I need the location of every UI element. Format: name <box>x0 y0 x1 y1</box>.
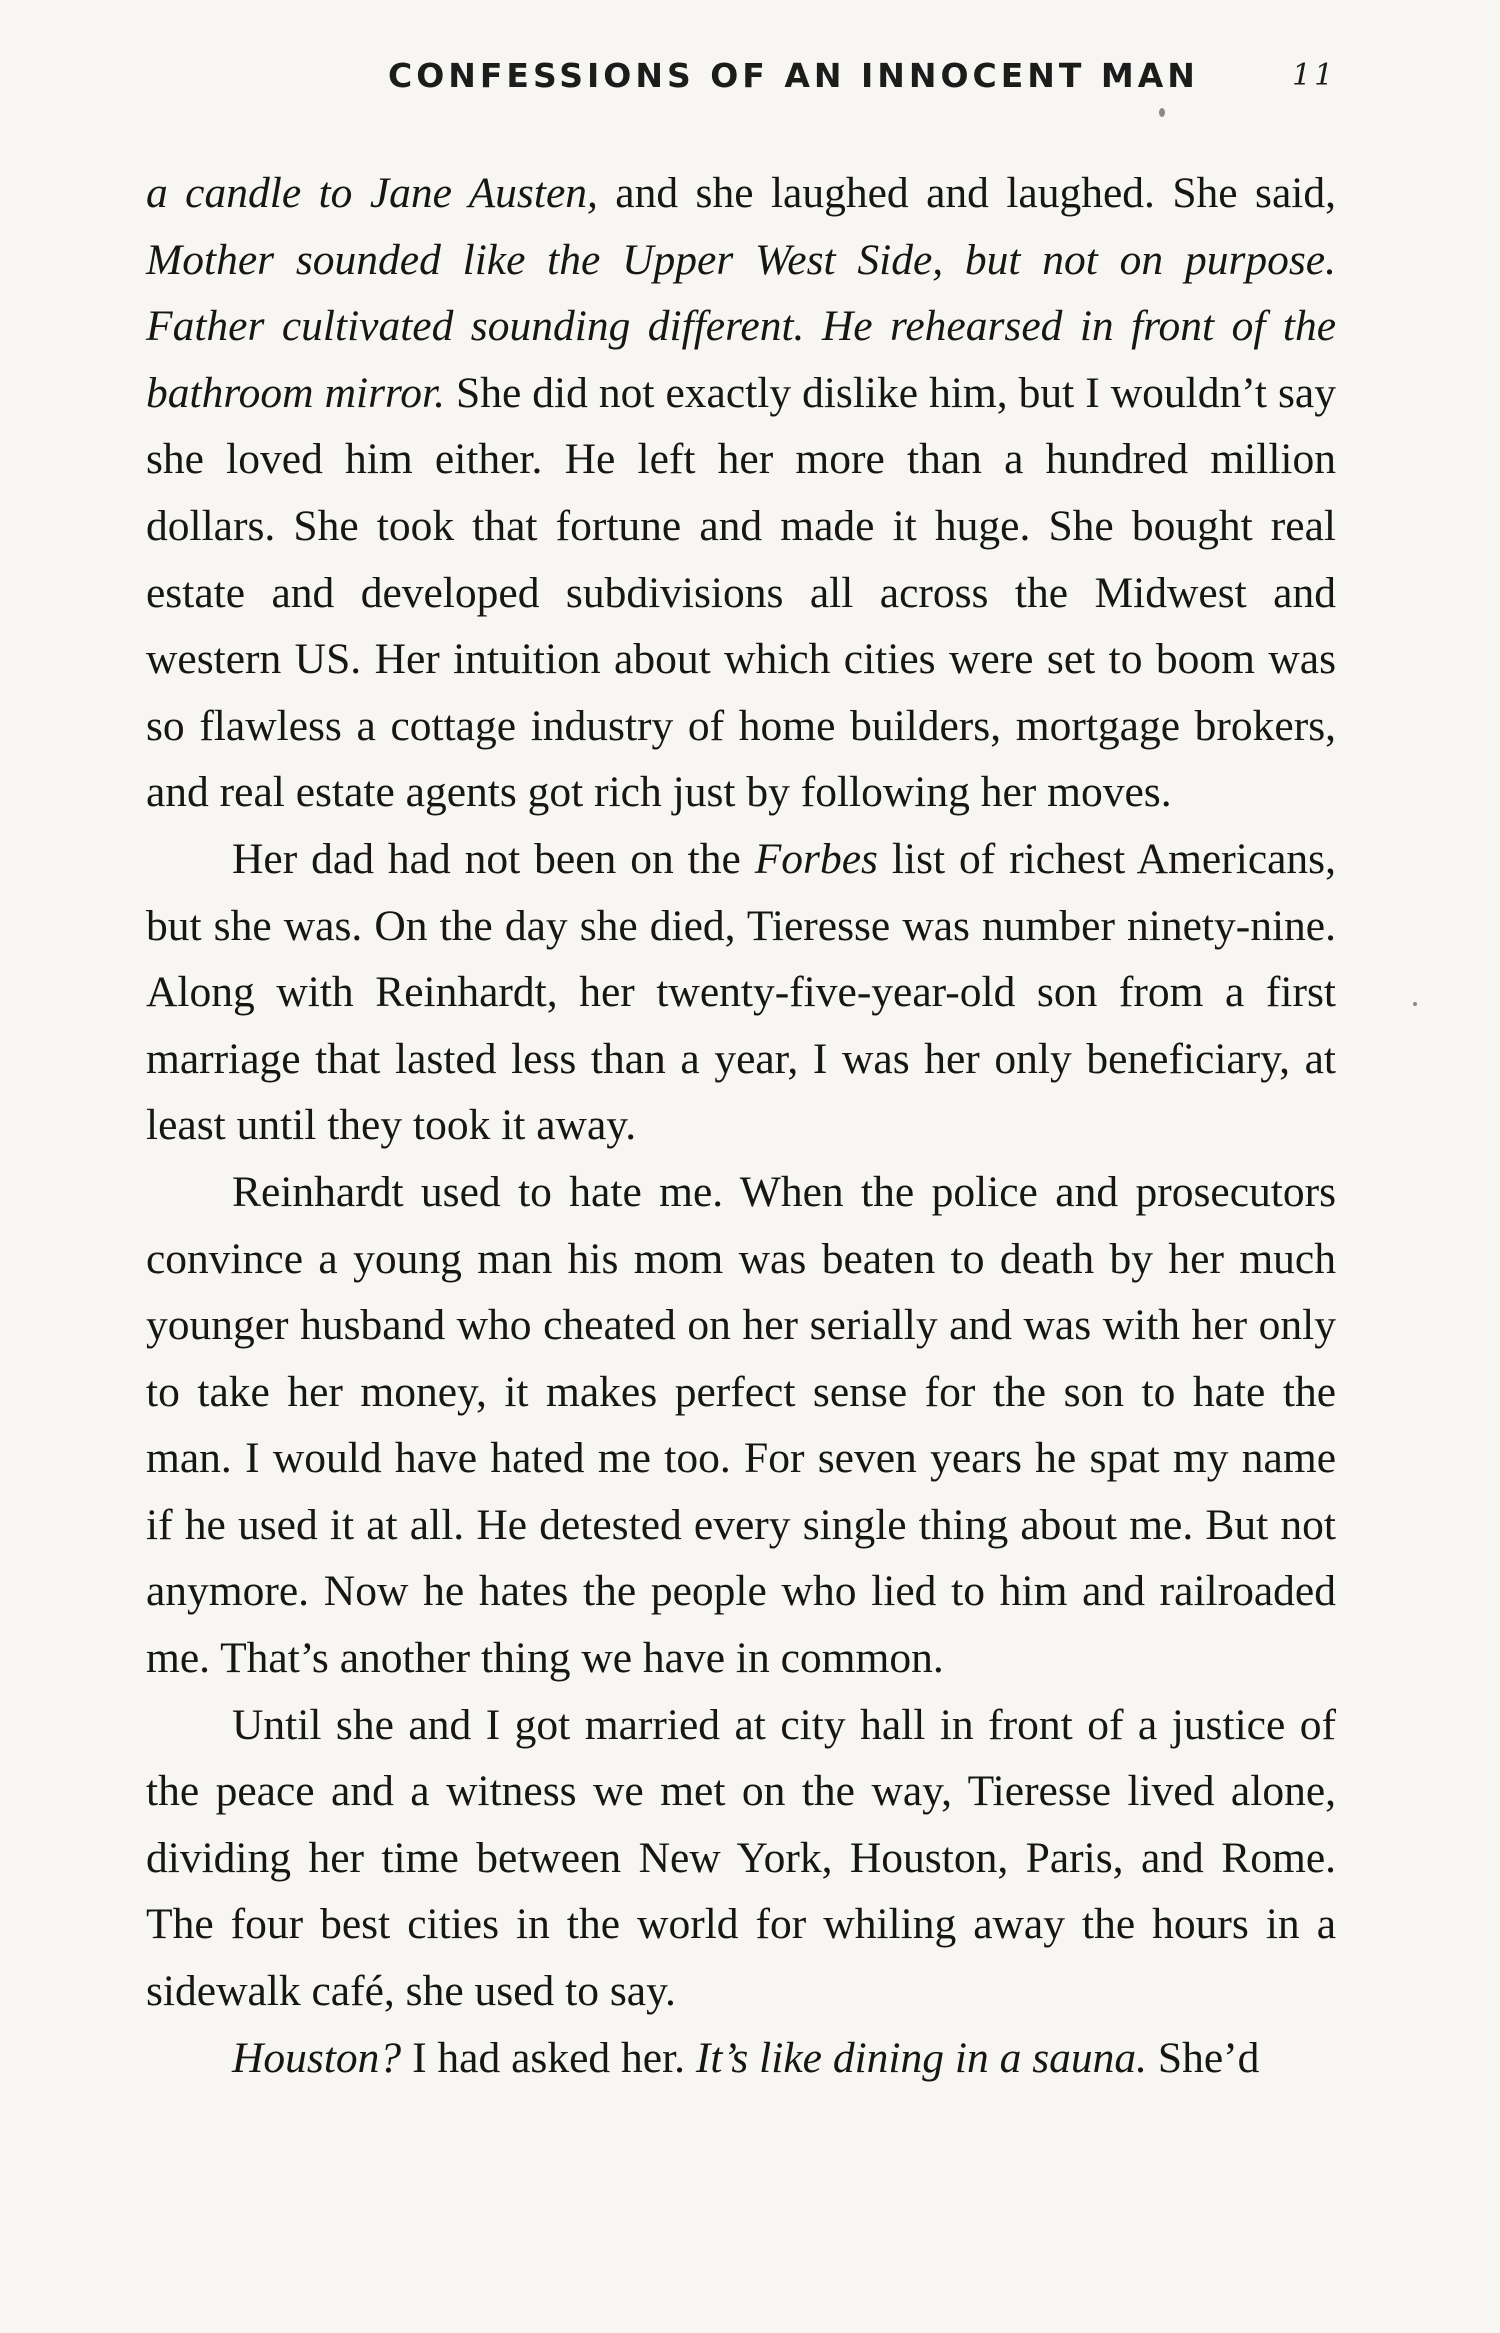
text-run: list of richest Americans, but she was. On the day she died, Tieresse was number ninety-nine. Along with Reinhardt, her twenty-five-year-old son from a first marriage that lasted less than a year, I was her only beneficiary, at least until they took it away. <box>146 834 1336 1150</box>
running-head <box>0 56 1500 106</box>
page-number: 11 <box>1292 58 1337 93</box>
text-run: She’d <box>1147 2033 1260 2082</box>
paragraph <box>146 1692 1336 2025</box>
italic-text-run: Mother sounded like the Upper West Side, but not on purpose. Father cultivated sounding different. He rehearsed in front of the bathroom mirror. <box>146 235 1336 417</box>
paragraph <box>146 826 1336 1159</box>
text-run: I had asked her. <box>401 2033 696 2082</box>
text-run: Her dad had not been on the <box>232 834 755 883</box>
paragraph <box>146 160 1336 826</box>
text-run: Until she and I got married at city hall in front of a justice of the peace and a witness we met on the way, Tieresse lived alone, dividing her time between New York, Houston, Paris, and Rome. The four best cities in the world for whiling away the hours in a sidewalk café, she used to say. <box>146 1700 1336 2016</box>
italic-text-run: a candle to Jane Austen, <box>146 169 598 217</box>
running-title: CONFESSIONS OF AN INNOCENT MAN <box>388 56 1199 95</box>
print-speck <box>1159 108 1165 117</box>
italic-text-run: Houston? <box>232 2033 402 2082</box>
italic-text-run: It’s like dining in a sauna. <box>695 2033 1148 2082</box>
paragraph <box>146 1159 1336 1692</box>
body-text <box>146 160 1336 2091</box>
paragraph <box>146 2025 1336 2092</box>
text-run: Reinhardt used to hate me. When the police and prosecutors convince a young man his mom was beaten to death by her much younger husband who cheated on her serially and was with her only to take her money, it makes perfect sense for the son to hate the man. I would have hated me too. For seven years he spat my name if he used it at all. He detested every single thing about me. But not anymore. Now he hates the people who lied to him and railroaded me. That’s another thing we have in common. <box>146 1167 1336 1683</box>
italic-text-run: Forbes <box>754 834 878 883</box>
text-run: and she laughed and laughed. She said, <box>597 169 1336 217</box>
text-run: She did not exactly dislike him, but I wouldn’t say she loved him either. He left her more than a hundred million dollars. She took that fortune and made it huge. She bought real estate and developed subdivisions all across the Midwest and western US. Her intuition about which cities were set to boom was so flawless a cottage industry of home builders, mortgage brokers, and real estate agents got rich just by following her moves. <box>146 368 1336 817</box>
print-speck <box>1413 1002 1417 1006</box>
